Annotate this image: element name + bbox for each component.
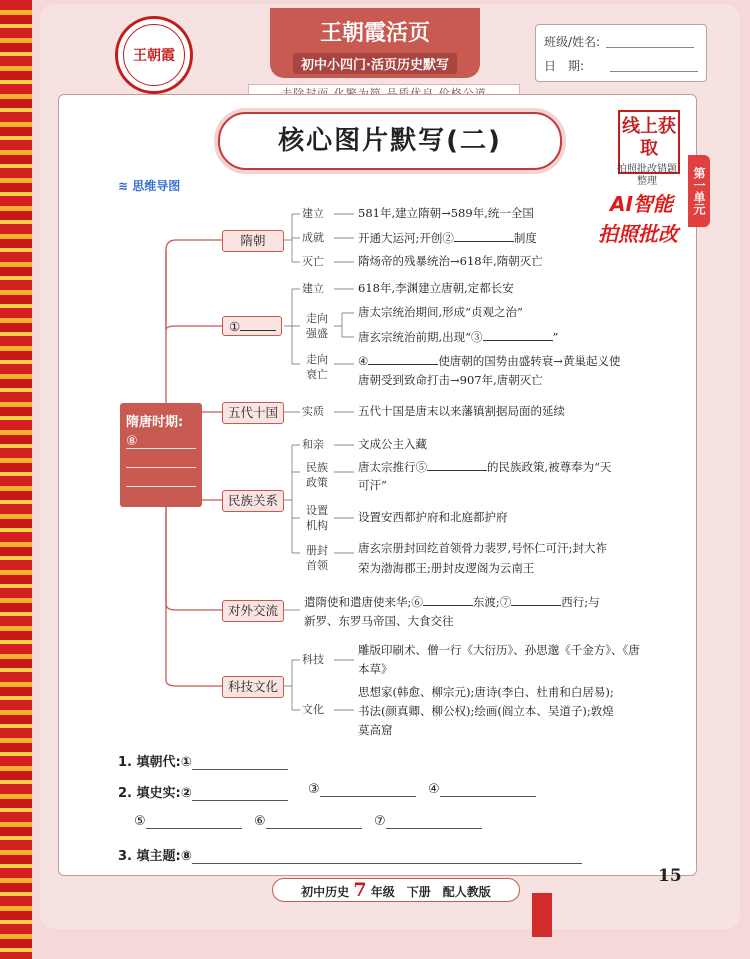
wenhua-label: 文化 xyxy=(302,703,324,716)
ai-label: AI智能 xyxy=(610,192,673,216)
mindmap-label: ≋ 思维导图 xyxy=(118,179,181,193)
root-blank-line[interactable] xyxy=(126,468,196,487)
minzu-label-zhengce: 民族政策 xyxy=(306,461,328,489)
answer-2-field[interactable] xyxy=(192,786,288,801)
tang-text-zhenguan: 唐太宗统治期间,形成“贞观之治” xyxy=(358,305,523,319)
keji-label: 科技 xyxy=(302,653,324,666)
node-duiwai: 对外交流 xyxy=(222,600,284,622)
blank-4[interactable] xyxy=(368,352,438,365)
mindmap-root xyxy=(120,403,202,507)
question-2-item-7: ⑦ xyxy=(374,814,482,829)
wenhua-text-3: 莫高窟 xyxy=(358,723,393,737)
page-number: 15 xyxy=(658,866,682,886)
answer-1-field[interactable] xyxy=(192,755,288,770)
minzu-label-heqin: 和亲 xyxy=(302,438,324,451)
node-sui: 隋朝 xyxy=(222,230,284,252)
sui-text-miewang: 隋炀帝的残暴统治→618年,隋朝灭亡 xyxy=(358,254,543,268)
tang-text-shuaiwang-1: ④ 使唐朝的国势由盛转衰→黄巢起义使 xyxy=(358,354,621,368)
tang-text-kaiyuan: 唐玄宗统治前期,出现“③ ” xyxy=(358,330,559,344)
minzu-label-jigou: 设置机构 xyxy=(306,504,328,532)
root-blank-line[interactable] xyxy=(126,449,196,468)
wenhua-text-1: 思想家(韩愈、柳宗元);唐诗(李白、杜甫和白居易); xyxy=(358,685,614,699)
blank-6[interactable] xyxy=(423,593,473,606)
online-badge[interactable]: 线上获取 xyxy=(618,110,680,174)
answer-4-field[interactable] xyxy=(440,782,536,797)
minzu-text-jigou: 设置安西都护府和北庭都护府 xyxy=(358,510,508,524)
sui-text-chengjiu: 开通大运河;开创② 制度 xyxy=(358,231,537,245)
answer-6-field[interactable] xyxy=(266,814,362,829)
brand-subtitle: 初中小四门·活页历史默写 xyxy=(293,53,457,74)
online-sub-label: 拍照批改错题整理 xyxy=(617,164,677,187)
tang-label-zouxiang: 走向强盛 xyxy=(306,312,328,340)
unit-tab[interactable]: 第一单元 xyxy=(688,155,710,227)
date-label: 日 期: xyxy=(544,59,585,73)
footer-bar xyxy=(272,878,520,902)
answer-5-field[interactable] xyxy=(146,814,242,829)
wenhua-text-2: 书法(颜真卿、柳公权);绘画(阎立本、吴道子);敦煌 xyxy=(358,704,614,718)
question-2: 2. 填史实:② xyxy=(118,782,288,801)
blank-7[interactable] xyxy=(511,593,561,606)
keji-text-2: 本草》 xyxy=(358,662,393,676)
minzu-text-cefeng-2: 荣为渤海郡王;册封皮逻阁为云南王 xyxy=(358,561,535,575)
question-2-item-5: ⑤ xyxy=(134,814,242,829)
footer-grade-number: 7 xyxy=(353,879,367,901)
question-2-item-4: ④ xyxy=(428,782,536,797)
answer-7-field[interactable] xyxy=(386,814,482,829)
blank-2[interactable] xyxy=(454,229,514,242)
tang-label-jianli: 建立 xyxy=(302,282,324,295)
tang-label-shuaiwang: 走向衰亡 xyxy=(306,353,328,381)
sui-label-jianli: 建立 xyxy=(302,207,324,220)
node-wudai: 五代十国 xyxy=(222,402,284,424)
keji-text-1: 雕版印刷术、僧一行《大衍历》、孙思邈《千金方》、《唐 xyxy=(358,643,640,657)
duiwai-text-1: 遣隋使和遣唐使来华;⑥ 东渡;⑦ 西行;与 xyxy=(304,595,600,609)
question-1: 1. 填朝代:① xyxy=(118,751,288,770)
class-name-label: 班级/姓名: xyxy=(544,35,601,49)
answer-8-field[interactable] xyxy=(192,849,582,864)
question-2-item-6: ⑥ xyxy=(254,814,362,829)
blank-3[interactable] xyxy=(483,328,553,341)
bookmark-ribbon xyxy=(532,893,552,937)
minzu-text-cefeng-1: 唐玄宗册封回纥首领骨力裴罗,号怀仁可汗;封大祚 xyxy=(358,541,608,555)
sui-label-miewang: 灭亡 xyxy=(302,255,324,268)
question-3: 3. 填主题:⑧ xyxy=(118,845,582,864)
tang-text-shuaiwang-2: 唐朝受到致命打击→907年,唐朝灭亡 xyxy=(358,373,543,387)
node-tang: ① xyxy=(222,316,282,336)
blank-5[interactable] xyxy=(427,458,487,471)
minzu-text-heqin: 文成公主入藏 xyxy=(358,437,427,451)
wudai-label: 实质 xyxy=(302,405,324,418)
wudai-text: 五代十国是唐末以来藩镇割据局面的延续 xyxy=(358,404,565,418)
logo-text: 王朝霞 xyxy=(123,24,185,86)
tang-text-jianli: 618年,李渊建立唐朝,定都长安 xyxy=(358,281,514,295)
footer-subject: 初中历史 xyxy=(301,885,350,899)
root-title: 隋唐时期: xyxy=(126,415,184,430)
duiwai-text-2: 新罗、东罗马帝国、大食交往 xyxy=(304,614,454,628)
sui-label-chengjiu: 成就 xyxy=(302,231,324,244)
page-title: 核心图片默写(二) xyxy=(218,112,562,170)
answer-3-field[interactable] xyxy=(320,782,416,797)
root-blank-8[interactable]: ⑧ xyxy=(126,430,196,449)
brand-title: 王朝霞活页 xyxy=(319,20,430,46)
minzu-label-cefeng: 册封首领 xyxy=(306,544,328,572)
node-keji: 科技文化 xyxy=(222,676,284,698)
minzu-text-zhengce-2: 可汗” xyxy=(358,478,387,492)
blank-1-node[interactable] xyxy=(240,318,276,331)
ai-correction-label: 拍照批改 xyxy=(598,222,678,246)
sui-text-jianli: 581年,建立隋朝→589年,统一全国 xyxy=(358,206,534,220)
minzu-text-zhengce-1: 唐太宗推行⑤ 的民族政策,被尊奉为“天 xyxy=(358,460,612,474)
footer-grade-rest: 年级 下册 配人教版 xyxy=(370,885,491,899)
mindmap-icon: ≋ xyxy=(118,179,129,193)
question-2-item-3: ③ xyxy=(308,782,416,797)
node-minzu: 民族关系 xyxy=(222,490,284,512)
